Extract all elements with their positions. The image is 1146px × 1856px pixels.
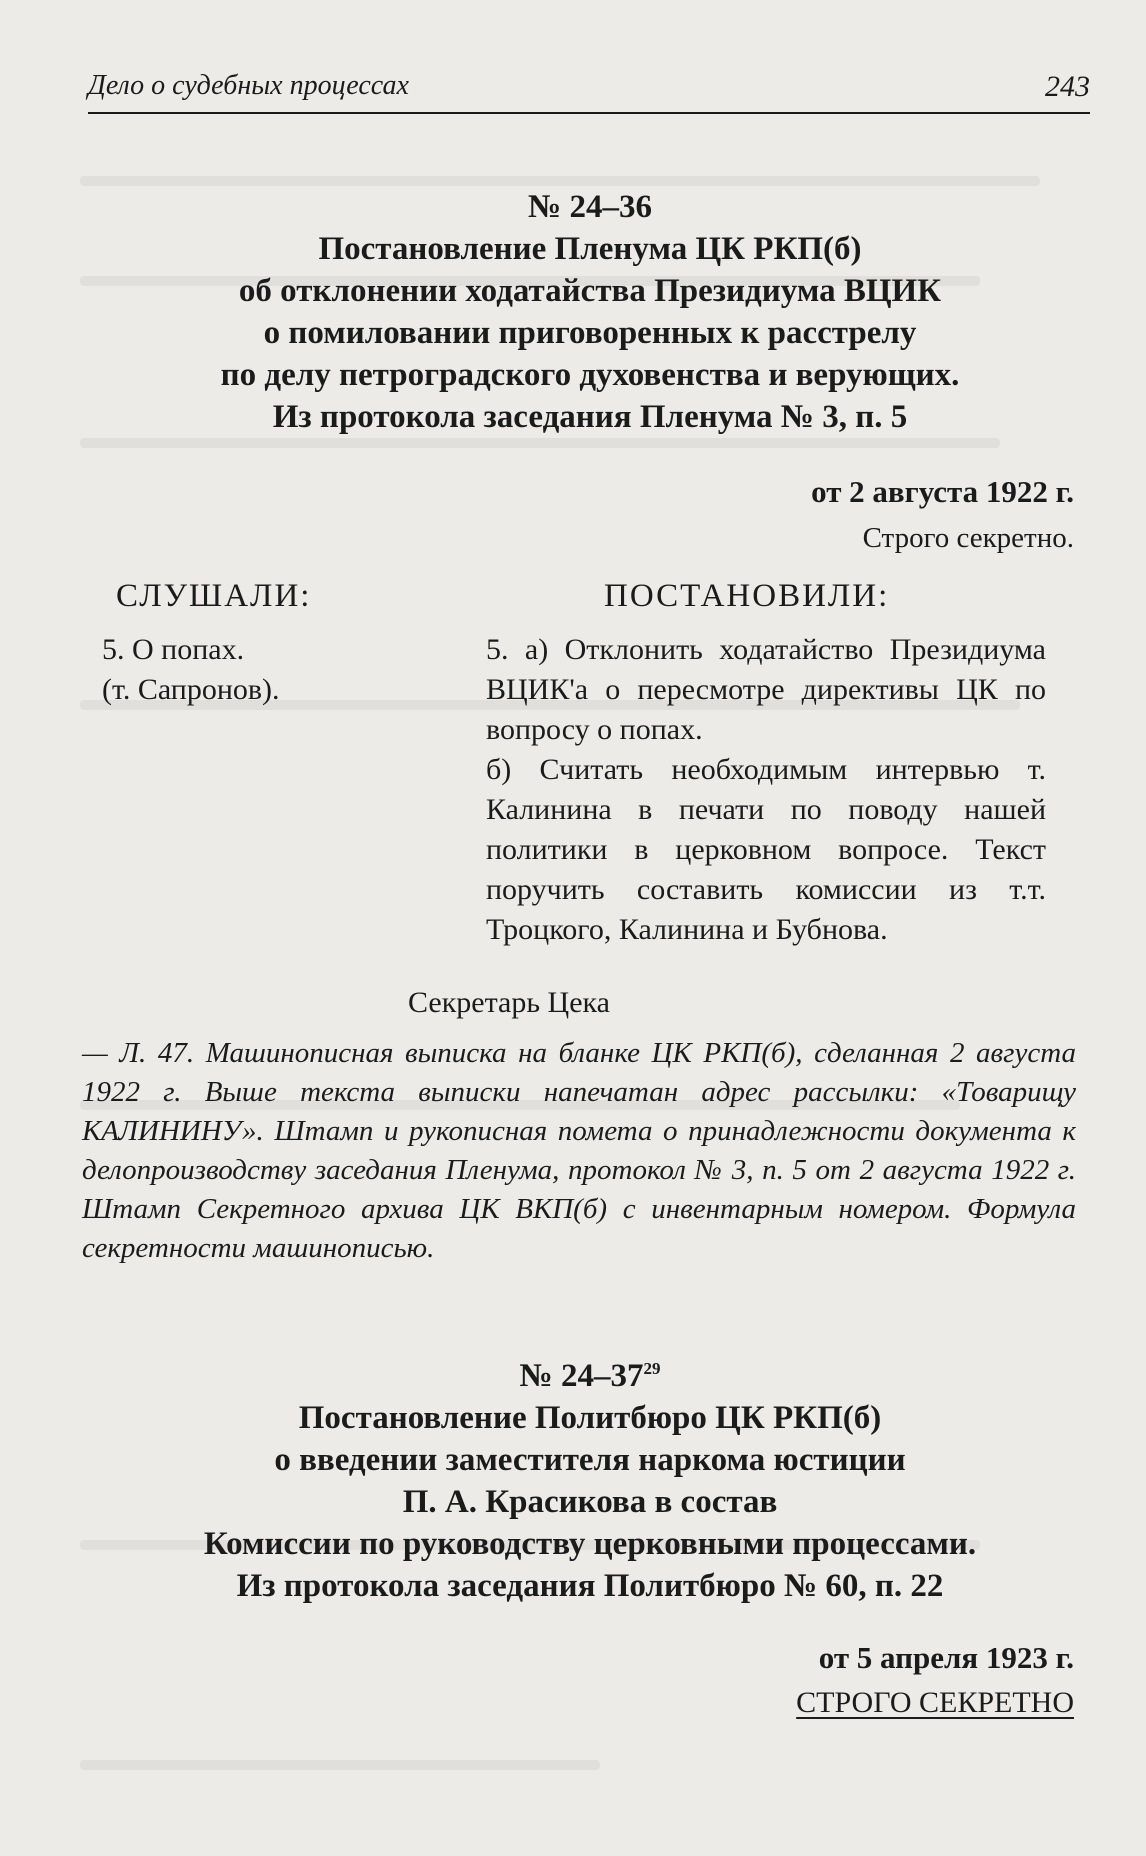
bleed-through [80, 176, 1040, 186]
footnote-marker: 29 [643, 1359, 661, 1378]
title-line: о помиловании приговоренных к расстрелу [263, 315, 917, 351]
decision-b: б) Считать необходимым интервью т. Калинина в печати по поводу нашей политики в церковном вопросе. Текст поручить составить комиссии из т.т. Троцкого, Калинина и Бубнова. [486, 753, 1046, 946]
document-24-36-title [90, 186, 1090, 438]
bleed-through [80, 438, 1000, 448]
section-title: Дело о судебных процессах [88, 70, 409, 101]
running-header [88, 66, 1090, 114]
signature-line: Секретарь Цека [408, 986, 610, 1019]
title-line: Из протокола заседания Пленума № 3, п. 5 [272, 399, 908, 435]
heard-column [102, 630, 280, 710]
document-date: от 5 апреля 1923 г. [818, 1640, 1074, 1675]
document-number: № 24–36 [528, 189, 652, 225]
title-line: Постановление Политбюро ЦК РКП(б) [298, 1400, 882, 1436]
document-date: от 2 августа 1922 г. [811, 474, 1074, 509]
title-line: об отклонении ходатайства Президиума ВЦИК [238, 273, 942, 309]
classification-label: СТРОГО СЕКРЕТНО [796, 1686, 1074, 1719]
document-number: № $24-37^{29}$ [519, 1358, 661, 1394]
decided-header: ПОСТАНОВИЛИ: [604, 578, 890, 614]
heard-speaker: (т. Сапронов). [102, 673, 280, 706]
decided-column [486, 630, 1046, 950]
page-number: 243 [1045, 70, 1090, 103]
heard-header: СЛУШАЛИ: [116, 578, 312, 614]
title-line: по делу петроградского духовенства и верующих. [220, 357, 960, 393]
title-line: Комиссии по руководству церковными процессами. [203, 1526, 977, 1562]
document-24-37-title [90, 1348, 1090, 1607]
classification-label: Строго секретно. [862, 522, 1074, 554]
archive-note: — Л. 47. Машинописная выписка на бланке ЦК РКП(б), сделанная 2 августа 1922 г. Выше текста выписки напечатан адрес рассылки: «Товарищу КАЛИНИНУ». Штамп и рукописная помета о принадлежности документа к делопроизводству заседания Пленума, протокол № 3, п. 5 от 2 августа 1922 г. Штамп Секретного архива ЦК ВКП(б) с инвентарным номером. Формула секретности машинописью. [82, 1037, 1076, 1264]
heard-item: 5. О попах. [102, 633, 245, 666]
decision-a: 5. а) Отклонить ходатайство Президиума ВЦИК'а о пересмотре директивы ЦК по вопросу о попах. [486, 633, 1046, 746]
title-line: Из протокола заседания Политбюро № 60, п. 22 [236, 1568, 944, 1604]
title-line: П. А. Красикова в состав [402, 1484, 778, 1520]
title-line: Постановление Пленума ЦК РКП(б) [318, 231, 862, 267]
title-line: о введении заместителя наркома юстиции [274, 1442, 906, 1478]
bleed-through [80, 1760, 600, 1770]
